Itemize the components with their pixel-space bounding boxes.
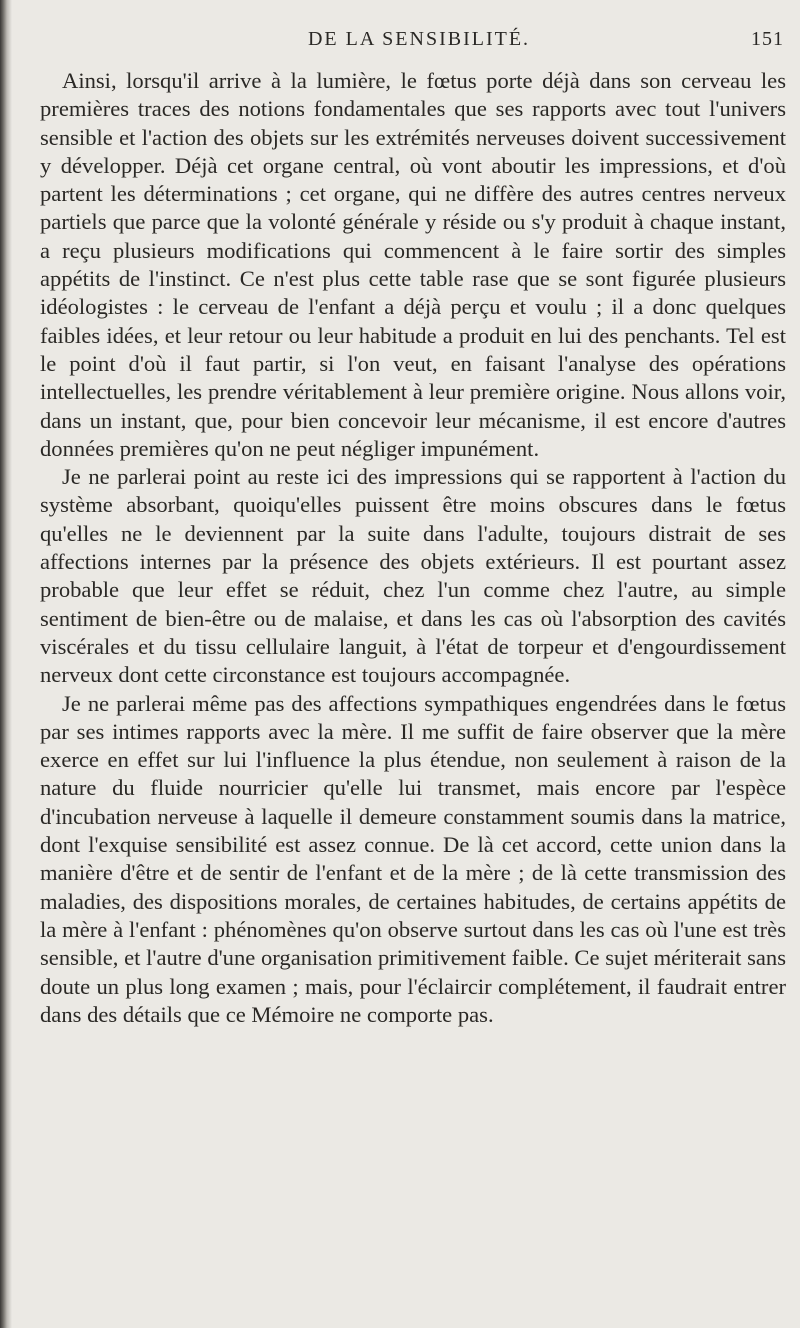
running-title: DE LA SENSIBILITÉ. bbox=[307, 28, 531, 50]
book-page bbox=[40, 28, 786, 1027]
paragraph-2: Je ne parlerai point au reste ici des impressions qui se rapportent à l'action du système absorbant, quoiqu'elles puissent être moins obscures dans le fœtus qu'elles ne le deviennent par la suite dans l'adulte, toujours distrait de ses affections internes par la présence des objets extérieurs. Il est pourtant assez probable que leur effet se réduit, chez l'un comme chez l'autre, au simple sentiment de bien-être ou de malaise, et dans les cas où l'absorption des cavités viscérales et du tissu cellulaire languit, à l'état de torpeur et d'engourdissement nerveux dont cette circonstance est toujours accompagnée. bbox=[40, 464, 786, 688]
page-number: 151 bbox=[751, 28, 784, 50]
paragraph-3: Je ne parlerai même pas des affections sympathiques engendrées dans le fœtus par ses intimes rapports avec la mère. Il me suffit de faire observer que la mère exerce en effet sur lui l'influence la plus étendue, non seulement à raison de la nature du fluide nourricier qu'elle lui transmet, mais encore par l'espèce d'incubation nerveuse à laquelle il demeure constamment soumis dans la matrice, dont l'exquise sensibilité est assez connue. De là cet accord, cette union dans la manière d'être et de sentir de l'enfant et de la mère ; de là cette transmission des maladies, des dispositions morales, de certaines habitudes, de certains appétits de la mère à l'enfant : phénomènes qu'on observe surtout dans les cas où l'une est très sensible, et l'autre d'une organisation primitivement faible. Ce sujet mériterait sans doute un plus long examen ; mais, pour l'éclaircir complétement, il faudrait entrer dans des détails que ce Mémoire ne comporte pas. bbox=[40, 690, 786, 1027]
page-binding-edge bbox=[0, 0, 12, 1328]
body-text bbox=[40, 67, 786, 1029]
running-head bbox=[40, 28, 786, 60]
paragraph-1: Ainsi, lorsqu'il arrive à la lumière, le fœtus porte déjà dans son cerveau les premières traces des notions fondamentales que ses rapports avec tout l'univers sensible et l'action des objets sur les extrémités nerveuses doivent successivement y développer. Déjà cet organe central, où vont aboutir les impressions, et d'où partent les déterminations ; cet organe, qui ne diffère des autres centres nerveux partiels que parce que la volonté générale y réside ou s'y produit à chaque instant, a reçu plusieurs modifications qui commencent à le faire sortir des simples appétits de l'instinct. Ce n'est plus cette table rase que se sont figurée plusieurs idéologistes : le cerveau de l'enfant a déjà perçu et voulu ; il a donc quelques faibles idées, et leur retour ou leur habitude a produit en lui des penchants. Tel est le point d'où il faut partir, si l'on veut, en faisant l'analyse des opérations intellectuelles, les prendre véritablement à leur première origine. Nous allons voir, dans un instant, que, pour bien concevoir leur mécanisme, il est encore d'autres données premières qu'on ne peut négliger impunément. bbox=[40, 68, 786, 461]
